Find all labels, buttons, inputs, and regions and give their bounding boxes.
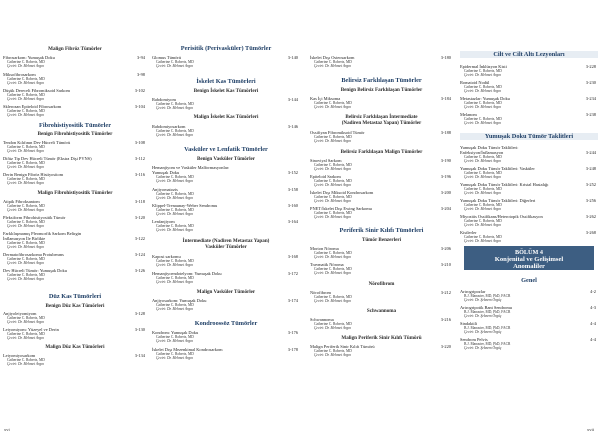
author-credit: Catherine C. Roberts, MD [314,60,352,64]
toc-entry-title: İskelet Dışı Miksoid Kondrosarkom [310,190,374,195]
author-credit: Catherine C. Roberts, MD [464,101,502,105]
subsection-heading: Benign Belirsiz Farklılaşan Tümörler [340,87,423,93]
subsection-heading: Malign Fibrohistiyositik Tümörler [37,190,113,196]
author-credit: Catherine C. Roberts, MD [314,349,352,353]
toc-page-number: 3-238 [585,112,596,117]
translator-credit: Çeviri: Dr. Mehmet Argın [464,89,501,93]
toc-entry-title: Rabdomiyom [152,97,176,102]
toc-entry-title: Tendon Kılıfının Dev Hücreli Tümörü [3,140,71,145]
toc-entry-title: Anjiyomatozis [152,187,178,192]
toc-entry-title: Lenfanjiyom [152,219,175,224]
translator-credit: Çeviri: Dr. Mehmet Argın [7,224,44,228]
toc-entry-title: Melanom [460,112,477,117]
author-credit: Catherine C. Roberts, MD [314,267,352,271]
toc-page-number: 3-102 [134,88,145,93]
subsection-heading: Benign Fibrohistiyositik Tümörler [37,131,113,137]
toc-entry-title: Kondrom: Yumuşak Doku [152,330,199,335]
translator-credit: Çeviri: Dr. Mehmet Argın [156,339,193,343]
author-credit: Catherine C. Roberts, MD [7,220,45,224]
author-credit: Catherine C. Roberts, MD [7,273,45,277]
toc-page-number: 3-134 [134,353,145,358]
translator-credit: Çeviri: Dr. Mehmet Argın [464,105,501,109]
translator-credit: Çeviri: Dr. Mehmet Argın [7,277,44,281]
toc-entry-title: Schwannoma [310,317,334,322]
translator-credit: Çeviri: Dr. Mehmet Argın [156,356,193,360]
section-heading: Cilt ve Cilt Altı Lezyonları [460,51,598,58]
translator-credit: Çeviri: Dr. Mehmet Argın [464,121,501,125]
toc-page-number: 3-140 [287,55,298,60]
toc-entry-title: Hemanjiyoendotelyom: Yumuşak Doku [152,271,222,276]
toc-entry-title: Glomus Tümörü [152,55,182,60]
translator-credit: Çeviri: Dr. Mehmet Argın [314,326,351,330]
toc-page-number: 3-174 [287,298,298,303]
section-heading: İskelet Kas Tümörleri [196,78,256,85]
author-credit: B.J. Manaster, MD, PhD, FACR [464,342,511,346]
translator-credit: Çeviri: Dr. Mehmet Argın [314,139,351,143]
toc-entry-title: Hemanjiyom ve Vasküler Malformasyonlar: [152,165,230,170]
toc-page-number: 3-230 [585,80,596,85]
section-heading: Kondroossöz Tümörler [194,320,258,327]
section-heading: Fibrohistiyositik Tümörler [38,122,111,129]
toc-entry-title: Romatoid Nodül [460,80,490,85]
translator-credit: Çeviri: Dr. Şebnem Örgüç [464,314,502,318]
subsection-heading: Nörofibrom [368,281,395,287]
toc-entry-title: Dermatofibrosarkoma Protuberans [3,252,64,257]
toc-entry-title: Leiyomiyom: Yüzeyel ve Derin [3,327,59,332]
subsection-heading: Belirsiz Farklılaşan İntermediate [345,114,418,120]
translator-credit: Çeviri: Dr. Mehmet Argın [7,181,44,185]
translator-credit: Çeviri: Dr. Mehmet Argın [156,212,193,216]
toc-page-number: 4-4 [590,337,596,342]
author-credit: Catherine C. Roberts, MD [464,235,502,239]
translator-credit: Çeviri: Dr. Mehmet Argın [464,73,501,77]
section-heading: Yumuşak Doku Tümör Taklitleri [460,133,598,140]
subsection-heading: Vasküler Tümörler [205,244,247,250]
toc-entry-title: Derin Benign Fibröz Histiyositom [3,172,64,177]
author-credit: Catherine C. Roberts, MD [464,171,502,175]
translator-credit: Çeviri: Dr. Mehmet Argın [314,215,351,219]
toc-entry-title: Nörofibrom [310,290,331,295]
translator-credit: Çeviri: Dr. Mehmet Argın [156,106,193,110]
subsection-heading: Malign Düz Kas Tümörleri [45,344,105,350]
author-credit: Catherine C. Roberts, MD [156,60,194,64]
translator-credit: Çeviri: Dr. Mehmet Argın [314,167,351,171]
toc-page-number: 3-212 [440,290,451,295]
author-credit: Catherine C. Roberts, MD [464,85,502,89]
translator-credit: Çeviri: Dr. Mehmet Argın [7,245,44,249]
toc-page-number: 3-184 [440,96,451,101]
toc-entry-title: Sendrom Pelvis [460,337,488,342]
author-credit: Catherine C. Roberts, MD [464,155,502,159]
toc-page-number: 3-244 [585,150,596,155]
toc-entry-title: Artrogripotik Bant Sendromu [460,305,512,310]
translator-credit: Çeviri: Dr. Mehmet Argın [464,159,501,163]
translator-credit: Çeviri: Dr. Mehmet Argın [156,64,193,68]
toc-page-number: 3-130 [134,327,145,332]
author-credit: B.J. Manaster, MD, PhD, FACR [464,294,511,298]
toc-entry-title: Yumuşak Doku Tümör Taklitleri: [460,145,519,150]
section-heading: Perisitik (Perivasküler) Tümörler [180,45,272,52]
toc-entry-title: Anjiyoleiyomiyom [3,311,37,316]
author-credit: Catherine C. Roberts, MD [156,259,194,263]
author-credit: Catherine C. Roberts, MD [314,101,352,105]
toc-page-number: 3-248 [585,166,596,171]
toc-page-number: 3-188 [440,130,451,135]
author-credit: Catherine C. Roberts, MD [314,251,352,255]
toc-entry-title: Kaposi sarkomu [152,254,181,259]
toc-page-number: 3-122 [134,236,145,241]
translator-credit: Çeviri: Dr. Mehmet Argın [464,191,501,195]
author-credit: Catherine C. Roberts, MD [464,203,502,207]
author-credit: Catherine C. Roberts, MD [156,276,194,280]
toc-page-number: 3-104 [134,104,145,109]
toc-entry-title: Malign Periferik Sinir Kılıfı Tümörü [310,344,375,349]
author-credit: Catherine C. Roberts, MD [156,303,194,307]
author-credit: Catherine C. Roberts, MD [7,77,45,81]
toc-entry-title: Düşük Dereceli Fibromiksoid Sarkom [3,88,70,93]
translator-credit: Çeviri: Dr. Mehmet Argın [464,175,501,179]
author-credit: Catherine C. Roberts, MD [156,102,194,106]
toc-entry-title: Enfeksiyon/İnflamasyon [460,150,504,155]
toc-entry-title: Epidermal İnklüzyon Kisti [460,64,507,69]
author-credit: Catherine C. Roberts, MD [464,69,502,73]
toc-entry-title: Morton Nöroma [310,246,339,251]
toc-page-number: 4-2 [590,289,596,294]
toc-entry-title: Atipik Fibroksantom [3,199,40,204]
toc-page-number: 3-234 [585,96,596,101]
toc-page-number: 3-168 [287,254,298,259]
translator-credit: Çeviri: Dr. Mehmet Argın [7,165,44,169]
author-credit: Catherine C. Roberts, MD [314,163,352,167]
subsection-heading: İntermediate (Nadiren Metastaz Yapan) [182,238,270,244]
author-credit: Catherine C. Roberts, MD [7,257,45,261]
toc-entry-title: Travmatik Nöroma [310,262,344,267]
translator-credit: Çeviri: Dr. Mehmet Argın [156,280,193,284]
toc-entry-title: İskelet Dışı Osteosarkom [310,55,355,60]
toc-entry-title: Ossifiyan Fibromiksoid Tümör [310,130,365,135]
author-credit: Catherine C. Roberts, MD [156,352,194,356]
author-credit: Catherine C. Roberts, MD [314,295,352,299]
toc-entry-title: Yumuşak Doku Tümör Taklitleri: Kristal Hastalığı [460,182,549,187]
toc-page-number: 3-112 [134,156,145,161]
toc-entry-title: Sindaktili [460,321,478,326]
toc-page-number: 3-268 [585,230,596,235]
translator-credit: Çeviri: Dr. Mehmet Argın [314,199,351,203]
author-credit: Catherine C. Roberts, MD [156,129,194,133]
toc-entry-title: Epiteloid Sarkom [310,174,341,179]
author-credit: Catherine C. Roberts, MD [7,93,45,97]
toc-page-number: 3-262 [585,214,596,219]
translator-credit: Çeviri: Dr. Mehmet Argın [7,336,44,340]
toc-entry-title: Yumuşak Doku Tümör Taklitleri: Vasküler [460,166,535,171]
toc-page-number: 3-196 [440,174,451,179]
toc-page-number: 3-176 [287,330,298,335]
author-credit: Catherine C. Roberts, MD [7,177,45,181]
author-credit: Catherine C. Roberts, MD [156,175,194,179]
translator-credit: Çeviri: Dr. Şebnem Örgüç [464,346,502,350]
subsection-heading: Benign İskelet Kas Tümörleri [193,88,259,94]
toc-page-number: 3-180 [440,55,451,60]
toc-page-number: 3-124 [134,252,145,257]
translator-credit: Çeviri: Dr. Mehmet Argın [464,207,501,211]
toc-page-number: 3-128 [134,311,145,316]
toc-page-number: 3-252 [585,182,596,187]
author-credit: Catherine C. Roberts, MD [156,335,194,339]
toc-entry-title: İskelet Dışı Mezenkimal Kondrosarkom [152,347,223,352]
toc-page-number: 3-146 [287,124,298,129]
subsection-heading: Benign Düz Kas Tümörleri [45,303,105,309]
toc-page-number: 3-210 [440,262,451,267]
toc-page-number: 3-200 [440,190,451,195]
translator-credit: Çeviri: Dr. Mehmet Argın [156,307,193,311]
subsection-heading: Benign Vasküler Tümörler [196,156,256,162]
toc-entry-title: Sinoviyal Sarkom [310,158,342,163]
toc-page-number: 3-116 [134,172,145,177]
translator-credit: Çeviri: Dr. Mehmet Argın [156,263,193,267]
toc-page-number: 3-144 [287,97,298,102]
author-credit: Catherine C. Roberts, MD [7,241,45,245]
toc-page-number: 3-172 [287,271,298,276]
author-credit: Catherine C. Roberts, MD [314,179,352,183]
author-credit: Catherine C. Roberts, MD [7,161,45,165]
toc-entry-title: Sklerozan Epiteloid Fibrosarkom [3,104,62,109]
toc-entry-title: Miksofibrosarkom [3,72,36,77]
toc-page-number: 4-4 [590,321,596,326]
toc-entry-title: Kistlerler [460,230,477,235]
author-credit: Catherine C. Roberts, MD [156,208,194,212]
toc-page-number: 3-118 [134,199,145,204]
toc-page-number: 3-160 [287,203,298,208]
author-credit: B.J. Manaster, MD, PhD, FACR [464,326,511,330]
author-credit: Catherine C. Roberts, MD [464,117,502,121]
translator-credit: Çeviri: Dr. Mehmet Argın [464,239,501,243]
toc-page-number: 3-206 [440,246,451,251]
author-credit: Catherine C. Roberts, MD [314,195,352,199]
author-credit: B.J. Manaster, MD, PhD, FACR [464,310,511,314]
toc-page-number: 3-108 [134,140,145,145]
subsection-heading: Malign Vasküler Tümörler [196,289,256,295]
translator-credit: Çeviri: Dr. Mehmet Argın [7,362,44,366]
toc-page-number: 3-256 [585,198,596,203]
translator-credit: Çeviri: Dr. Mehmet Argın [156,228,193,232]
toc-page-number: 3-204 [440,206,451,211]
toc-page-number: 3-94 [136,55,145,60]
section-heading: Genel [521,277,537,284]
page-number-right: xvii [586,427,594,432]
toc-entry-title: Miyozitis Ossifikans/Heterotopik Ossifikasyon [460,214,543,219]
section-banner-number: BÖLÜM 4 [514,249,544,256]
translator-credit: Çeviri: Dr. Mehmet Argın [7,81,44,85]
author-credit: Catherine C. Roberts, MD [156,224,194,228]
toc-page-number: 3-120 [134,215,145,220]
toc-entry-title: Anjiyosarkom: Yumuşak Doku [152,298,207,303]
section-banner [464,246,594,270]
author-credit: Catherine C. Roberts, MD [7,332,45,336]
subsection-heading: Schwannoma [366,308,397,314]
toc-entry-title: Fibrosarkom: Yumuşak Doku [3,55,55,60]
author-credit: Catherine C. Roberts, MD [464,187,502,191]
toc-page-number: 3-220 [440,344,451,349]
author-credit: Catherine C. Roberts, MD [464,219,502,223]
toc-entry-title: Kas İçi Miksoma [310,96,341,101]
author-credit: Catherine C. Roberts, MD [314,211,352,215]
toc-page-number: 3-126 [134,268,145,273]
toc-entry-title: Klippel-Trenaunay-Weber Sendromu [152,203,218,208]
translator-credit: Çeviri: Dr. Mehmet Argın [156,133,193,137]
toc-entry-title: Rabdomiyosarkom [152,124,186,129]
translator-credit: Çeviri: Dr. Mehmet Argın [7,149,44,153]
page-number-left: xvi [4,427,10,432]
translator-credit: Çeviri: Dr. Mehmet Argın [314,183,351,187]
translator-credit: Çeviri: Dr. Mehmet Argın [314,105,351,109]
translator-credit: Çeviri: Dr. Şebnem Örgüç [464,298,502,302]
toc-entry-title: Pleksiform Fibrohistiyositik Tümör [3,215,66,220]
toc-page-number: 3-98 [136,72,145,77]
toc-page-number: 4-3 [590,305,596,310]
section-heading: Belirsiz Farklılaşan Tümörler [341,77,422,84]
toc-entry-title: PNET/İskelet Dışı Ewing Sarkomu [310,206,372,211]
translator-credit: Çeviri: Dr. Mehmet Argın [156,196,193,200]
translator-credit: Çeviri: Dr. Mehmet Argın [314,271,351,275]
translator-credit: Çeviri: Dr. Mehmet Argın [156,179,193,183]
translator-credit: Çeviri: Dr. Mehmet Argın [464,223,501,227]
subsection-heading: Tümör Benzerleri [361,237,402,243]
toc-entry-title: Leiyomiyosarkom [3,353,36,358]
subsection-heading: Malign Periferik Sinir Kılıfı Tümörü [341,335,422,341]
toc-entry-title: Farklılaşmamış Pleomorfik Sarkom Belirgin [3,231,82,236]
translator-credit: Çeviri: Dr. Şebnem Örgüç [464,330,502,334]
translator-credit: Çeviri: Dr. Mehmet Argın [7,208,44,212]
toc-entry-title: Difüz Tip Dev Hücreli Tümör (Ekstra Dişi PVNS) [3,156,92,161]
toc-entry-title: Dev Hücreli Tümör: Yumuşak Doku [3,268,67,273]
toc-page-number: 3-158 [287,187,298,192]
translator-credit: Çeviri: Dr. Mehmet Argın [7,97,44,101]
author-credit: Catherine C. Roberts, MD [314,322,352,326]
toc-page-number: 3-216 [440,317,451,322]
translator-credit: Çeviri: Dr. Mehmet Argın [7,261,44,265]
toc-entry-title: Artrogripozlar [460,289,486,294]
author-credit: Catherine C. Roberts, MD [7,316,45,320]
translator-credit: Çeviri: Dr. Mehmet Argın [314,255,351,259]
subsection-heading: Belirsiz Farklılaşan Malign Tümörler [340,149,423,155]
translator-credit: Çeviri: Dr. Mehmet Argın [314,353,351,357]
author-credit: Catherine C. Roberts, MD [7,145,45,149]
subsection-heading: Malign İskelet Kas Tümörleri [193,114,259,120]
author-credit: Catherine C. Roberts, MD [7,60,45,64]
section-banner-title: Konjenital ve Gelişimsel [494,256,564,263]
subsection-heading: (Nadiren Metastaz Yapan) Tümörler [341,120,422,126]
toc-entry-title: Yumuşak Doku [152,170,180,175]
section-heading: Vasküler ve Lenfatik Tümörler [184,146,268,153]
author-credit: Catherine C. Roberts, MD [7,109,45,113]
author-credit: Catherine C. Roberts, MD [156,192,194,196]
subsection-heading: Malign Fibröz Tümörler [48,46,102,52]
author-credit: Catherine C. Roberts, MD [7,204,45,208]
translator-credit: Çeviri: Dr. Mehmet Argın [7,64,44,68]
translator-credit: Çeviri: Dr. Mehmet Argın [314,64,351,68]
toc-entry-title: Yumuşak Doku Tümör Taklitleri: Diğerleri [460,198,536,203]
toc-page-number: 3-164 [287,219,298,224]
toc-page-number: 3-190 [440,158,451,163]
toc-page-number: 3-178 [287,347,298,352]
toc-entry-title: Metastazlar: Yumuşak Doku [460,96,510,101]
toc-entry-title: İnflamasyon İle Birlikte [3,236,46,241]
section-banner-title-line2: Anomaliler [513,263,545,270]
toc-page-number: 3-228 [585,64,596,69]
translator-credit: Çeviri: Dr. Mehmet Argın [7,320,44,324]
toc-page-number: 3-152 [287,170,298,175]
section-heading: Düz Kas Tümörleri [48,293,102,300]
author-credit: Catherine C. Roberts, MD [7,358,45,362]
translator-credit: Çeviri: Dr. Mehmet Argın [7,113,44,117]
translator-credit: Çeviri: Dr. Mehmet Argın [314,299,351,303]
author-credit: Catherine C. Roberts, MD [314,135,352,139]
section-heading: Periferik Sinir Kılıfı Tümörleri [339,227,424,234]
